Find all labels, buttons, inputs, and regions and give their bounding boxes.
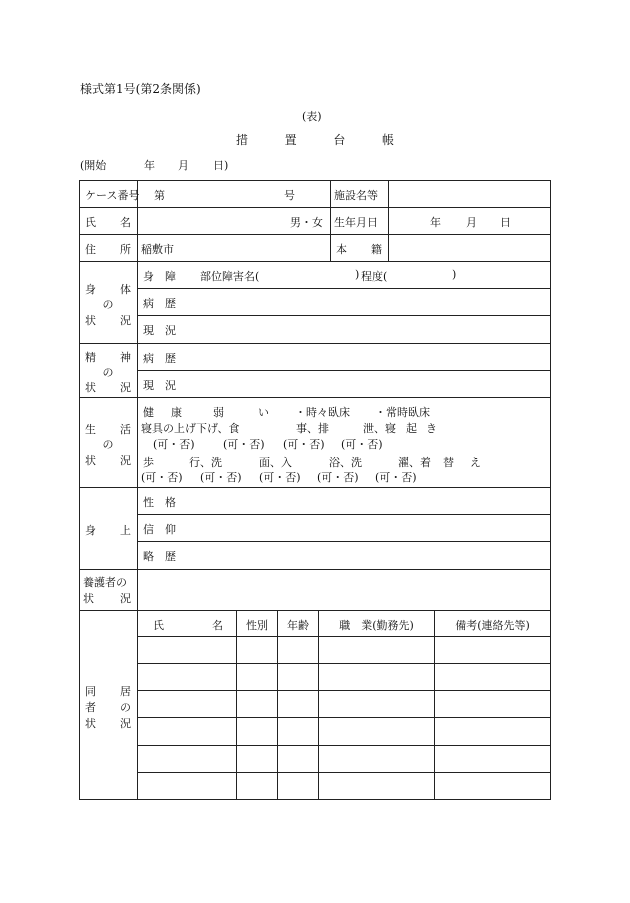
address-label: 住 所 xyxy=(85,243,131,256)
col-header-sex: 性別 xyxy=(246,619,268,632)
adl-dressing: 濯、着 xyxy=(398,456,431,469)
form-number: 様式第1号(第2条関係) xyxy=(80,82,201,96)
birth-day-unit: 日 xyxy=(500,216,511,229)
facility-name-field[interactable] xyxy=(390,182,548,206)
degree-close-paren: ) xyxy=(452,268,457,281)
adl-bathing: 面、入 xyxy=(259,456,292,469)
body-history-label: 病 歴 xyxy=(143,297,176,310)
start-month-unit: 月 xyxy=(178,159,189,172)
personal-label: 身 上 xyxy=(85,524,131,537)
name-field[interactable] xyxy=(139,209,279,233)
address-value: 稲敷市 xyxy=(141,243,174,256)
table-row[interactable] xyxy=(139,692,549,716)
start-label: (開始 xyxy=(80,159,107,172)
health-option-always[interactable]: ・常時臥床 xyxy=(375,406,430,419)
table-row[interactable] xyxy=(139,747,549,771)
page-title xyxy=(236,131,394,148)
title-char: 台 xyxy=(333,133,346,147)
start-year-unit: 年 xyxy=(144,159,155,172)
guardian-field[interactable] xyxy=(139,571,549,609)
adl-option[interactable]: (可・否) xyxy=(200,471,242,484)
birthdate-label: 生年月日 xyxy=(334,216,378,229)
table-row[interactable] xyxy=(139,638,549,662)
col-header-remarks: 備考(連絡先等) xyxy=(455,619,530,632)
health-word-4: い xyxy=(258,406,269,419)
part-close-paren: ) xyxy=(355,268,360,281)
col-header-job: 職 業(勤務先) xyxy=(339,619,414,632)
mental-current-label: 現 況 xyxy=(143,379,176,392)
adl-waking-3: き xyxy=(426,422,437,435)
belief-label: 信 仰 xyxy=(143,523,176,536)
name-label: 氏 名 xyxy=(85,216,131,229)
health-word-2: 康 xyxy=(171,406,182,419)
health-word-3: 弱 xyxy=(213,406,224,419)
col-header-name: 氏 名 xyxy=(153,619,223,632)
adl-dressing-2: 替 xyxy=(443,456,454,469)
facility-name-label: 施設名等 xyxy=(334,189,378,202)
adl-laundry: 浴、洗 xyxy=(329,456,362,469)
case-number-label: ケース番号 xyxy=(85,189,140,202)
degree-label: 程度( xyxy=(361,270,388,283)
adl-option[interactable]: (可・否) xyxy=(141,471,183,484)
case-number-go: 号 xyxy=(284,189,295,202)
disability-label: 身 障 xyxy=(143,270,176,283)
adl-dressing-3: え xyxy=(470,456,481,469)
adl-option[interactable]: (可・否) xyxy=(259,471,301,484)
sheet-side: (表) xyxy=(302,110,322,123)
part-disability-label: 部位障害名( xyxy=(200,270,260,283)
adl-option[interactable]: (可・否) xyxy=(317,471,359,484)
case-number-dai: 第 xyxy=(154,189,165,202)
birth-month-unit: 月 xyxy=(466,216,477,229)
adl-waking-2: 起 xyxy=(406,422,417,435)
adl-waking: 泄、寝 xyxy=(363,422,396,435)
adl-option[interactable]: (可・否) xyxy=(341,438,383,451)
col-header-age: 年齢 xyxy=(287,619,309,632)
start-day-unit: 日) xyxy=(213,159,229,172)
adl-option[interactable]: (可・否) xyxy=(375,471,417,484)
table-row[interactable] xyxy=(139,665,549,689)
table-row[interactable] xyxy=(139,774,549,798)
honseki-label: 本 籍 xyxy=(336,243,382,256)
health-word-1: 健 xyxy=(143,406,154,419)
health-option-sometimes[interactable]: ・時々臥床 xyxy=(295,406,350,419)
body-current-label: 現 況 xyxy=(143,324,176,337)
history-label: 略 歴 xyxy=(143,550,176,563)
adl-bedding-eating: 寝具の上げ下げ、食 xyxy=(141,422,240,435)
adl-option[interactable]: (可・否) xyxy=(223,438,265,451)
adl-walking: 歩 xyxy=(143,456,154,469)
personality-label: 性 格 xyxy=(143,496,176,509)
adl-option[interactable]: (可・否) xyxy=(153,438,195,451)
table-row[interactable] xyxy=(139,719,549,743)
adl-face-wash: 行、洗 xyxy=(189,456,222,469)
gender-option[interactable]: 男・女 xyxy=(290,216,323,229)
mental-history-label: 病 歴 xyxy=(143,352,176,365)
title-char: 帳 xyxy=(381,133,394,147)
birth-year-unit: 年 xyxy=(430,216,441,229)
title-char: 置 xyxy=(284,133,297,147)
adl-option[interactable]: (可・否) xyxy=(283,438,325,451)
title-char: 措 xyxy=(236,133,249,147)
adl-excretion: 事、排 xyxy=(296,422,329,435)
